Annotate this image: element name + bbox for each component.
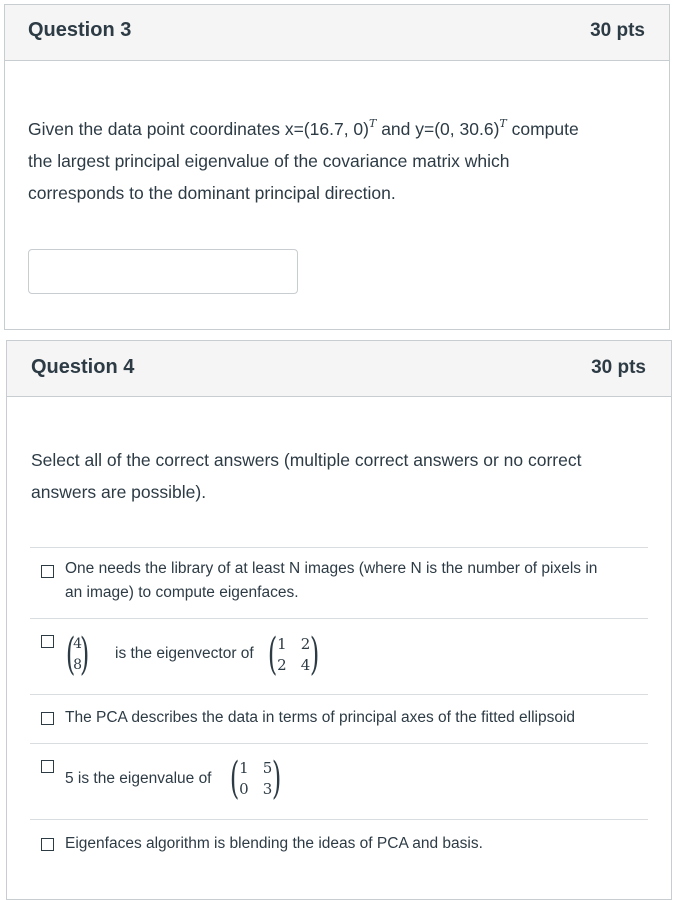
option-divider xyxy=(30,743,648,744)
question-3-answer-input[interactable] xyxy=(28,249,298,294)
matrix-entry: 5 xyxy=(262,759,273,777)
question-3-points: 30 pts xyxy=(590,20,645,41)
option-4-label[interactable]: 5 is the eigenvalue of xyxy=(65,770,212,787)
question-3-text-part-b: and y=(0, 30.6) xyxy=(376,119,500,139)
left-paren: ( xyxy=(267,629,278,680)
matrix-entry: 2 xyxy=(277,656,287,674)
option-2-vector xyxy=(62,630,93,680)
matrix-grid xyxy=(277,635,310,675)
left-paren: ( xyxy=(65,629,76,680)
question-3-title: Question 3 xyxy=(28,19,132,41)
vector-entry: 4 xyxy=(73,636,83,652)
question-3-text-part-a: Given the data point coordinates x=(16.7, 0) xyxy=(28,119,369,139)
question-3-header xyxy=(5,5,669,61)
question-4-prompt-line-1: Select all of the correct answers (multiple correct answers or no correct xyxy=(31,450,582,470)
option-5-label[interactable]: Eigenfaces algorithm is blending the ideas of PCA and basis. xyxy=(65,835,483,852)
question-4-title: Question 4 xyxy=(31,356,135,378)
question-3-line-3: corresponds to the dominant principal direction. xyxy=(28,183,396,203)
question-4-prompt-line-2: answers are possible). xyxy=(31,482,207,502)
matrix-entry: 1 xyxy=(239,759,249,777)
left-paren: ( xyxy=(229,753,240,804)
matrix-entry: 2 xyxy=(300,635,311,653)
option-4-matrix xyxy=(226,754,285,804)
option-4-checkbox[interactable] xyxy=(41,760,54,773)
question-4-points: 30 pts xyxy=(591,357,646,378)
question-3-line-2: the largest principal eigenvalue of the covariance matrix which xyxy=(28,151,510,171)
question-4-header xyxy=(7,341,671,397)
option-1-label[interactable] xyxy=(65,557,655,605)
option-1-line-1: One needs the library of at least N images (where N is the number of pixels in xyxy=(65,560,598,577)
question-4-card xyxy=(6,340,672,900)
matrix-entry: 1 xyxy=(277,635,287,653)
transpose-superscript: T xyxy=(499,117,507,130)
matrix-entry: 3 xyxy=(262,780,273,798)
right-paren: ) xyxy=(79,629,90,680)
vector-entry: 8 xyxy=(73,657,83,673)
option-divider xyxy=(30,694,648,695)
matrix-grid xyxy=(239,759,272,799)
transpose-superscript: T xyxy=(368,117,377,130)
option-2-matrix xyxy=(264,630,323,680)
option-5-checkbox[interactable] xyxy=(41,838,54,851)
option-divider xyxy=(30,819,648,820)
matrix-entry: 0 xyxy=(239,780,249,798)
option-2-checkbox[interactable] xyxy=(41,635,54,648)
option-1-line-2: an image) to compute eigenfaces. xyxy=(65,584,299,601)
option-1-checkbox[interactable] xyxy=(41,565,54,578)
question-3-card xyxy=(4,4,670,330)
option-3-label[interactable]: The PCA describes the data in terms of principal axes of the fitted ellipsoid xyxy=(65,709,576,726)
option-2-label[interactable]: is the eigenvector of xyxy=(115,645,254,662)
question-3-text xyxy=(28,108,658,209)
question-3-text-part-c: compute xyxy=(506,119,579,139)
option-divider xyxy=(30,547,648,548)
right-paren: ) xyxy=(272,753,282,804)
option-divider xyxy=(30,618,648,619)
option-3-checkbox[interactable] xyxy=(41,712,54,725)
right-paren: ) xyxy=(310,629,320,680)
question-4-prompt xyxy=(31,444,661,508)
matrix-entry: 4 xyxy=(300,656,311,674)
question-3-line-1 xyxy=(28,108,658,145)
